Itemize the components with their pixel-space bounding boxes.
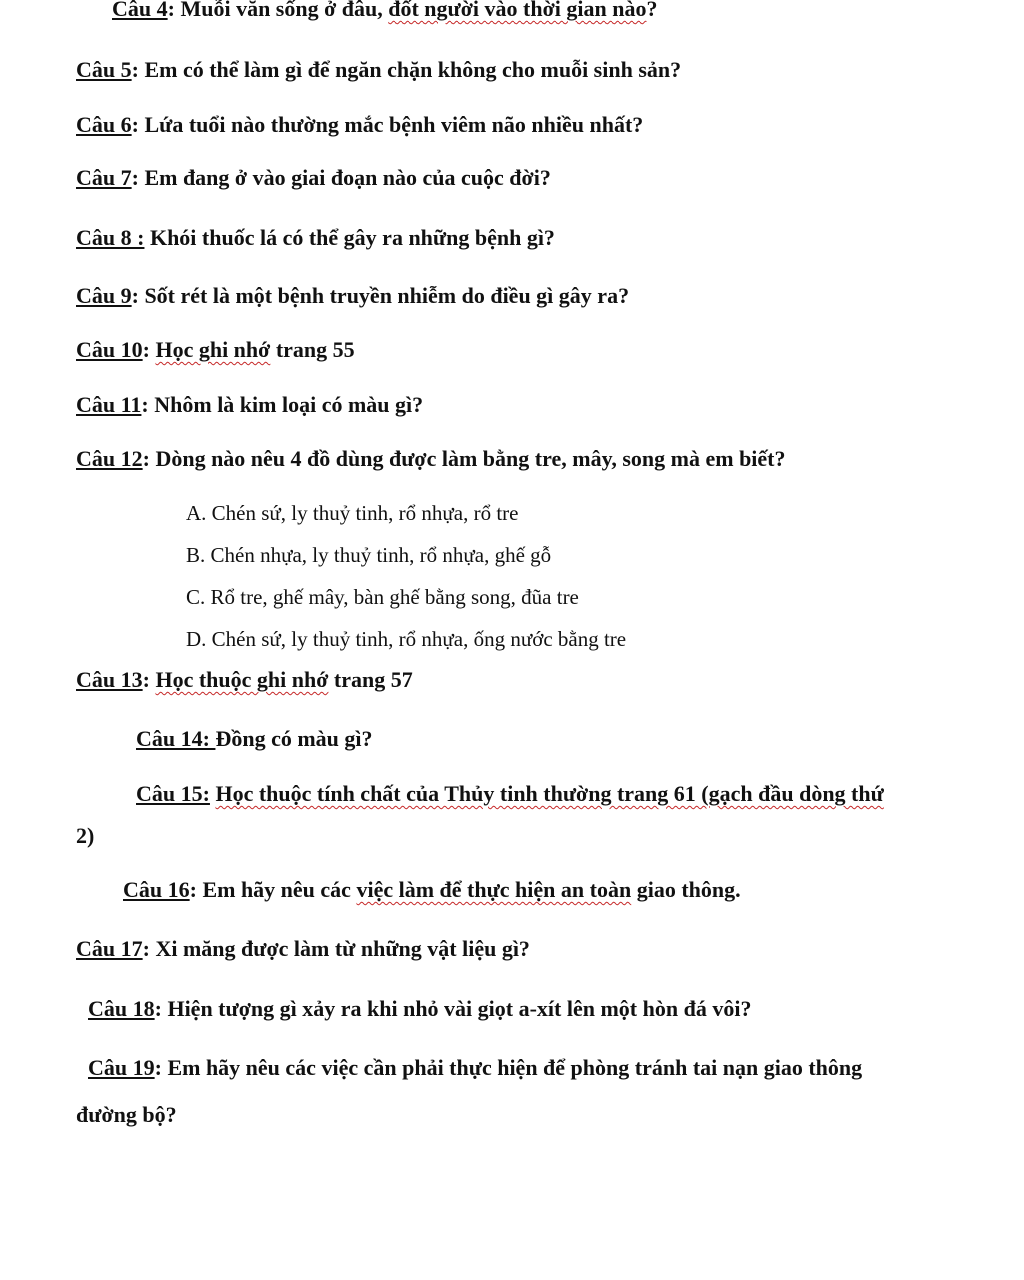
question-19-continuation: đường bộ? — [76, 1102, 177, 1127]
question-text-flagged: Học ghi nhớ — [155, 337, 271, 362]
question-text-end: trang 55 — [270, 337, 355, 362]
question-16 — [123, 877, 741, 903]
question-label: Câu 7 — [76, 165, 132, 190]
question-text: : Em hãy nêu các — [189, 877, 357, 902]
question-6 — [76, 112, 643, 138]
question-7 — [76, 165, 551, 191]
question-9 — [76, 283, 629, 309]
question-label: Câu 10 — [76, 337, 143, 362]
question-text-flagged: việc làm để thực hiện an toàn — [356, 877, 632, 902]
question-12 — [76, 446, 786, 472]
question-label: Câu 17 — [76, 936, 143, 961]
question-text: : Hiện tượng gì xảy ra khi nhỏ vài giọt a-xít lên một hòn đá vôi? — [154, 996, 752, 1021]
question-10 — [76, 337, 355, 363]
question-text: : Lứa tuổi nào thường mắc bệnh viêm não nhiều nhất? — [131, 112, 644, 137]
question-8 — [76, 225, 555, 251]
question-15 — [136, 781, 884, 807]
question-label: Câu 19 — [88, 1055, 155, 1080]
question-text: : Muỗi văn sống ở đâu, — [167, 0, 389, 21]
question-text-flagged: Học thuộc tính chất của Thủy tinh thường trang 61 (gạch đầu dòng thứ — [215, 781, 884, 806]
question-text: : Em hãy nêu các việc cần phải thực hiện để phòng tránh tai nạn giao thông — [154, 1055, 863, 1080]
option-b: B. Chén nhựa, ly thuỷ tinh, rổ nhựa, ghế gỗ — [186, 543, 552, 567]
question-text: : Xi măng được làm từ những vật liệu gì? — [142, 936, 530, 961]
question-17 — [76, 936, 530, 962]
question-label: Câu 9 — [76, 283, 132, 308]
question-text: : Sốt rét là một bệnh truyền nhiễm do điều gì gây ra? — [131, 283, 630, 308]
question-label: Câu 11 — [76, 392, 142, 417]
option-d: D. Chén sứ, ly thuỷ tinh, rổ nhựa, ống nước bằng tre — [186, 627, 627, 651]
option-a: A. Chén sứ, ly thuỷ tinh, rổ nhựa, rổ tre — [186, 501, 519, 525]
question-text-flagged: đốt người vào thời gian nào — [388, 0, 647, 21]
question-text: : Em đang ở vào giai đoạn nào của cuộc đời? — [131, 165, 551, 190]
question-label: Câu 6 — [76, 112, 132, 137]
question-label: Câu 8 : — [76, 225, 145, 250]
question-label: Câu 14: — [136, 726, 216, 751]
question-13 — [76, 667, 413, 693]
question-11 — [76, 392, 423, 418]
question-label: Câu 15: — [136, 781, 210, 806]
question-4 — [112, 0, 657, 22]
question-text-end: trang 57 — [328, 667, 413, 692]
question-label: Câu 4 — [112, 0, 168, 21]
question-text-end: giao thông. — [631, 877, 741, 902]
question-text: : Dòng nào nêu 4 đồ dùng được làm bằng tre, mây, song mà em biết? — [142, 446, 786, 471]
question-5 — [76, 57, 681, 83]
question-label: Câu 16 — [123, 877, 190, 902]
question-text: Đồng có màu gì? — [215, 726, 373, 751]
question-19 — [88, 1055, 862, 1081]
question-label: Câu 5 — [76, 57, 132, 82]
question-label: Câu 13 — [76, 667, 143, 692]
question-label: Câu 18 — [88, 996, 155, 1021]
question-text-end: ? — [646, 0, 658, 21]
question-15-continuation: 2) — [76, 823, 95, 848]
question-18 — [88, 996, 751, 1022]
question-text-flagged: Học thuộc ghi nhớ — [155, 667, 329, 692]
question-text: : Nhôm là kim loại có màu gì? — [141, 392, 424, 417]
question-label: Câu 12 — [76, 446, 143, 471]
question-text: : — [142, 337, 156, 362]
question-text: : — [142, 667, 156, 692]
question-text: : Em có thể làm gì để ngăn chặn không cho muỗi sinh sản? — [131, 57, 682, 82]
question-14 — [136, 726, 373, 752]
question-text: Khói thuốc lá có thể gây ra những bệnh gì? — [144, 225, 555, 250]
option-c: C. Rổ tre, ghế mây, bàn ghế bằng song, đũa tre — [186, 585, 579, 609]
